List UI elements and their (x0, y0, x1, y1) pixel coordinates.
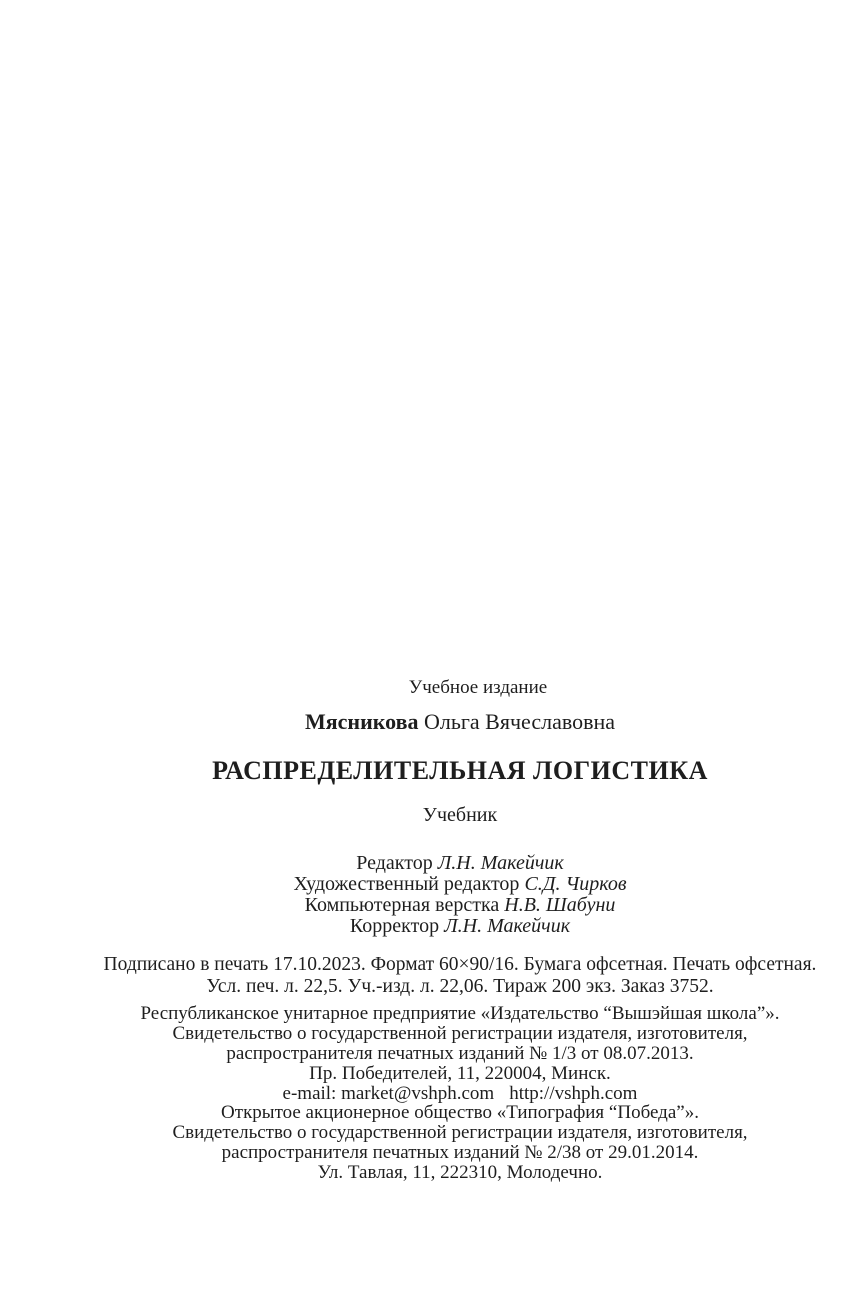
print-info-line1: Подписано в печать 17.10.2023. Формат 60×90/16. Бумага офсетная. Печать офсетная. (103, 954, 817, 975)
credit-role: Художественный редактор (293, 873, 520, 895)
publisher-email: e-mail: market@vshph.com (282, 1083, 495, 1104)
publisher-block (52, 1004, 868, 1104)
author-line (52, 709, 868, 735)
author-surname: Мясникова (304, 709, 419, 734)
credit-line-proofreader (52, 916, 868, 937)
printing-house-certificate-line2: распространителя печатных изданий № 2/38 от 29.01.2014. (221, 1142, 699, 1163)
credit-line-editor (52, 853, 868, 874)
publisher-address: Пр. Победителей, 11, 220004, Минск. (309, 1063, 611, 1084)
book-title: РАСПРЕДЕЛИТЕЛЬНАЯ ЛОГИСТИКА (212, 756, 708, 785)
printing-house-certificate-line1: Свидетельство о государственной регистрации издателя, изготовителя, (172, 1122, 748, 1143)
printing-house-address: Ул. Тавлая, 11, 222310, Молодечно. (317, 1162, 603, 1183)
credit-name: С.Д. Чирков (524, 873, 627, 895)
edition-note: Учебное издание (408, 677, 548, 698)
credit-name: Н.В. Шабуни (504, 894, 616, 916)
print-info-block (52, 954, 868, 998)
credit-line-layout (52, 895, 868, 916)
credit-line-art-editor (52, 874, 868, 895)
credit-role: Компьютерная верстка (304, 894, 500, 916)
credit-name: Л.Н. Макейчик (444, 915, 571, 937)
publisher-certificate-line1: Свидетельство о государственной регистрации издателя, изготовителя, (172, 1023, 748, 1044)
credit-name: Л.Н. Макейчик (437, 852, 564, 874)
credits-block (52, 853, 868, 937)
author-given-names: Ольга Вячеславовна (423, 709, 616, 734)
publisher-name: Республиканское унитарное предприятие «Издательство “Вышэйшая школа”». (140, 1003, 780, 1024)
publisher-website: http://vshph.com (509, 1083, 638, 1104)
credit-role: Редактор (356, 852, 433, 874)
print-info-line2: Усл. печ. л. 22,5. Уч.-изд. л. 22,06. Тираж 200 экз. Заказ 3752. (206, 976, 714, 997)
printing-house-block (52, 1103, 868, 1183)
printing-house-name: Открытое акционерное общество «Типография “Победа”». (221, 1102, 699, 1123)
book-subtitle: Учебник (422, 804, 498, 826)
credit-role: Корректор (349, 915, 440, 937)
publisher-certificate-line2: распространителя печатных изданий № 1/3 от 08.07.2013. (226, 1043, 694, 1064)
publisher-contact-line (52, 1084, 868, 1104)
